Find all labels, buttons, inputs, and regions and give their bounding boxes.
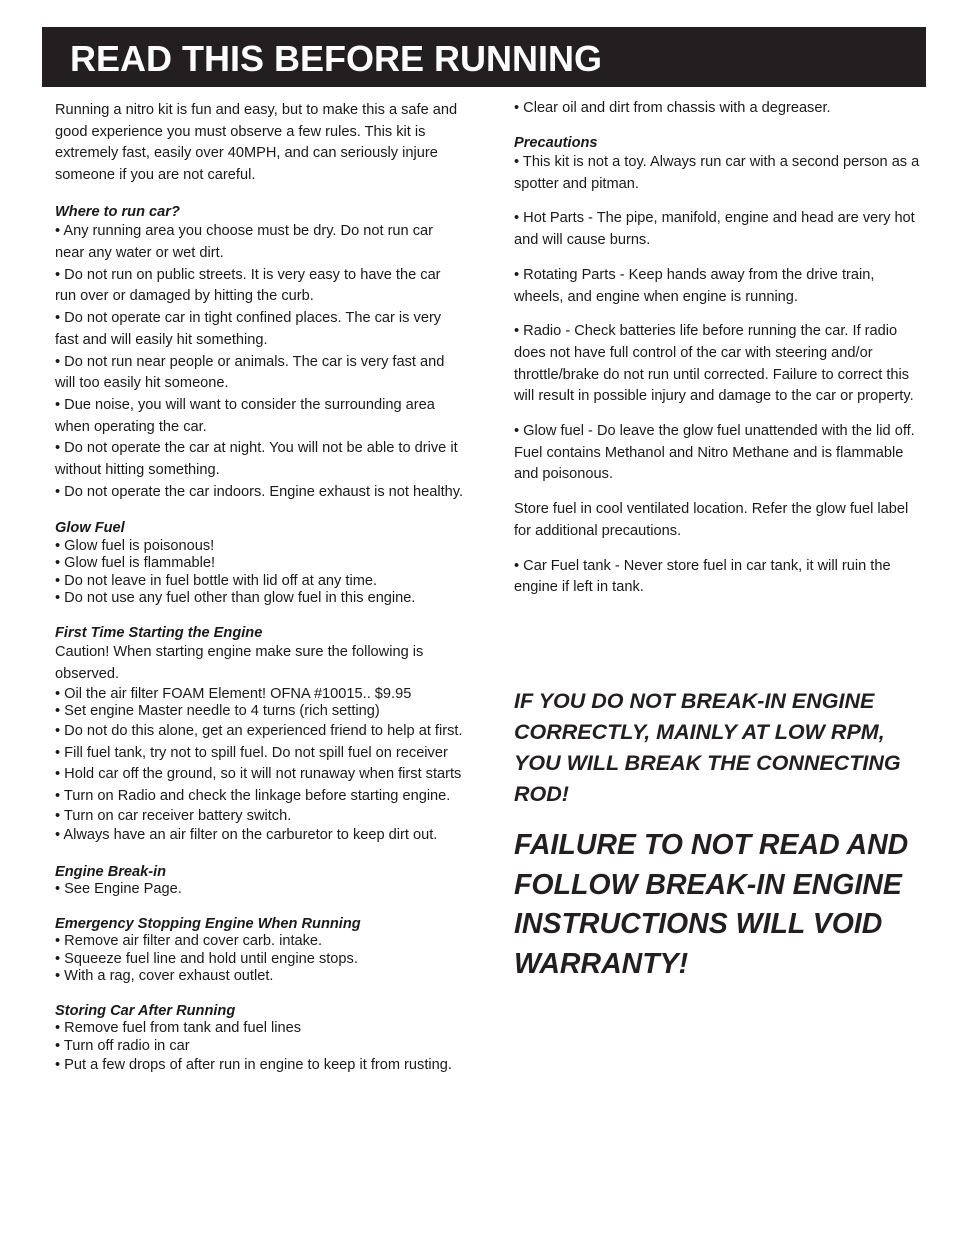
section-heading: Storing Car After Running bbox=[55, 1002, 236, 1019]
precaution-item: • Rotating Parts - Keep hands away from the drive train, wheels, and engine when engine is running. bbox=[514, 266, 875, 305]
list-item: • Always have an air filter on the carburetor to keep dirt out. bbox=[55, 827, 438, 844]
list-item: • Remove fuel from tank and fuel lines bbox=[55, 1020, 302, 1037]
precaution-item: Store fuel in cool ventilated location. Refer the glow fuel label for additional precautions. bbox=[514, 501, 909, 539]
precaution-item: • Glow fuel - Do leave the glow fuel unattended with the lid off. Fuel contains Methanol and Nitro Methane and is flammable and poisonous. bbox=[514, 423, 915, 483]
list-item: • Turn off radio in car bbox=[55, 1037, 190, 1054]
section-heading: Where to run car? bbox=[55, 203, 180, 220]
section-glow-fuel bbox=[55, 520, 465, 608]
section-emergency-stopping bbox=[55, 916, 465, 986]
precaution-item: • Hot Parts - The pipe, manifold, engine and head are very hot and will cause burns. bbox=[514, 210, 915, 249]
list-item: • Glow fuel is poisonous! bbox=[55, 537, 215, 554]
page-title: READ THIS BEFORE RUNNING bbox=[70, 38, 603, 79]
section-engine-break-in bbox=[55, 864, 465, 899]
list-item: • Squeeze fuel line and hold until engine stops. bbox=[55, 950, 358, 967]
list-item: • Do not operate the car at night. You will not be able to drive it without hitting something. bbox=[55, 440, 458, 479]
list-item: • Do not do this alone, get an experienced friend to help at first. bbox=[55, 722, 463, 739]
section-first-time-starting bbox=[55, 625, 465, 847]
list-item: • Put a few drops of after run in engine to keep it from rusting. bbox=[55, 1057, 452, 1074]
section-heading: Glow Fuel bbox=[55, 520, 125, 537]
section-heading: First Time Starting the Engine bbox=[55, 624, 263, 641]
section-where-to-run bbox=[55, 204, 465, 504]
list-item: • Turn on car receiver battery switch. bbox=[55, 807, 292, 824]
list-item: • Turn on Radio and check the linkage before starting engine. bbox=[55, 787, 451, 804]
section-heading: Engine Break-in bbox=[55, 863, 167, 880]
list-item: • See Engine Page. bbox=[55, 881, 182, 898]
list-item: • Fill fuel tank, try not to spill fuel. Do not spill fuel on receiver bbox=[55, 744, 448, 761]
left-column bbox=[55, 100, 465, 1094]
list-item: Caution! When starting engine make sure the following is observed. bbox=[55, 644, 424, 683]
precaution-item: • This kit is not a toy. Always run car with a second person as a spotter and pitman. bbox=[514, 154, 920, 192]
intro-paragraph: Running a nitro kit is fun and easy, but to make this a safe and good experience you must observe a few rules. This kit is extremely fast, easily over 40MPH, and can seriously injure someone if you are not careful. bbox=[55, 102, 458, 184]
right-column bbox=[514, 100, 926, 612]
list-item: • Remove air filter and cover carb. intake. bbox=[55, 933, 323, 950]
break-in-warning: IF YOU DO NOT BREAK-IN ENGINE CORRECTLY, MAINLY AT LOW RPM, YOU WILL BREAK THE CONNECTING ROD! bbox=[514, 689, 901, 806]
list-item: • Oil the air filter FOAM Element! OFNA #10015.. $9.95 bbox=[55, 685, 412, 702]
list-item: • Do not operate the car indoors. Engine exhaust is not healthy. bbox=[55, 483, 464, 500]
precaution-item: • Radio - Check batteries life before running the car. If radio does not have full control of the car with steering and/or throttle/brake do not run until corrected. Failure to correct this will result in possible injury and damage to the car or property. bbox=[514, 323, 914, 405]
warranty-warning: FAILURE TO NOT READ AND FOLLOW BREAK-IN ENGINE INSTRUCTIONS WILL VOID WARRANTY! bbox=[514, 829, 909, 980]
list-item: • Set engine Master needle to 4 turns (rich setting) bbox=[55, 703, 380, 720]
list-item: • With a rag, cover exhaust outlet. bbox=[55, 968, 274, 985]
list-item: • Hold car off the ground, so it will not runaway when first starts bbox=[55, 766, 462, 783]
list-item: • Do not use any fuel other than glow fuel in this engine. bbox=[55, 590, 416, 607]
section-heading: Emergency Stopping Engine When Running bbox=[55, 915, 361, 932]
list-item: • Any running area you choose must be dry. Do not run car near any water or wet dirt. bbox=[55, 223, 433, 262]
list-item: • Do not run near people or animals. The car is very fast and will too easily hit someone. bbox=[55, 353, 445, 392]
list-item: • Glow fuel is flammable! bbox=[55, 555, 216, 572]
section-heading-precautions: Precautions bbox=[514, 134, 598, 151]
list-item: • Do not operate car in tight confined places. The car is very fast and will easily hit something. bbox=[55, 310, 442, 348]
header-banner bbox=[42, 27, 926, 87]
list-item: • Do not run on public streets. It is very easy to have the car run over or damaged by hitting the curb. bbox=[55, 266, 441, 305]
section-storing-car bbox=[55, 1003, 465, 1077]
list-item: • Do not leave in fuel bottle with lid off at any time. bbox=[55, 572, 378, 589]
precaution-item: • Car Fuel tank - Never store fuel in car tank, it will ruin the engine if left in tank. bbox=[514, 557, 891, 596]
list-item: • Clear oil and dirt from chassis with a degreaser. bbox=[514, 100, 831, 116]
list-item: • Due noise, you will want to consider the surrounding area when operating the car. bbox=[55, 396, 435, 435]
